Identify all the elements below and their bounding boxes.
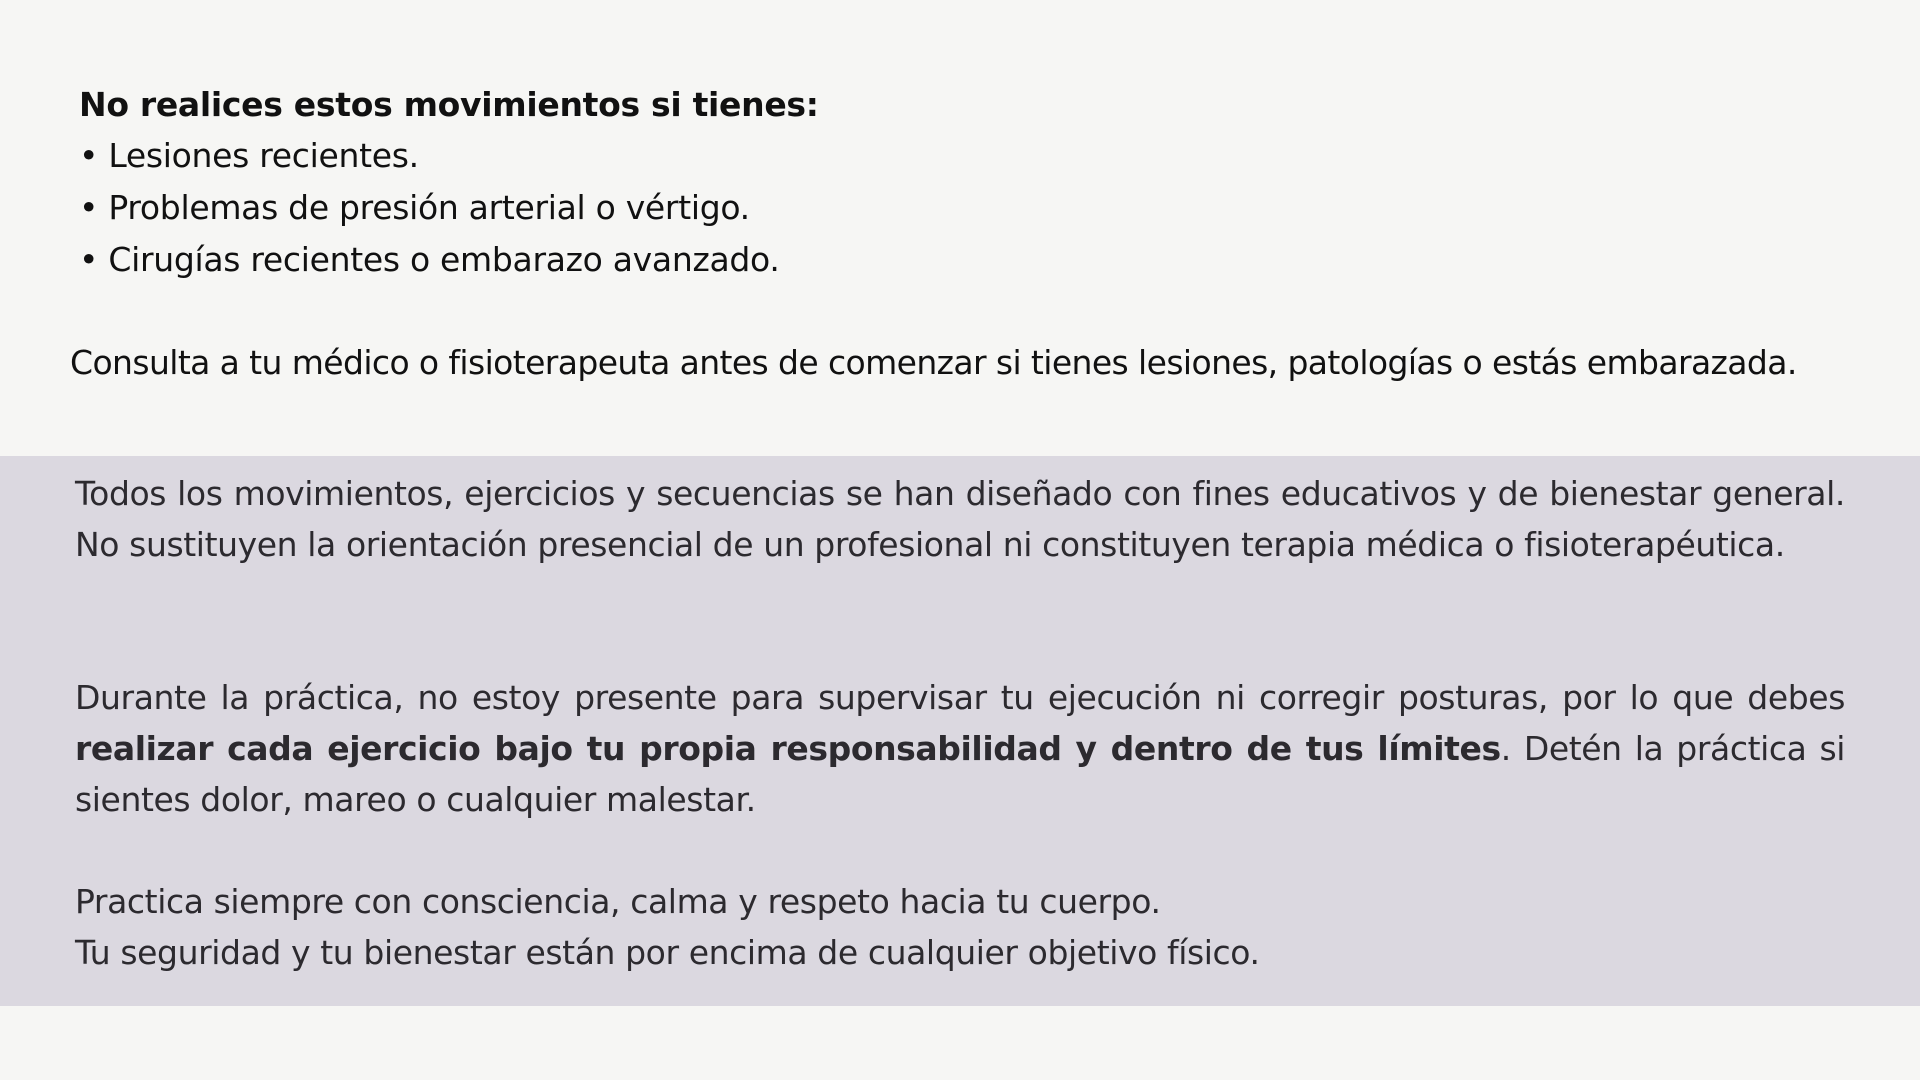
warning-list (79, 130, 780, 286)
consult-notice: Consulta a tu médico o fisioterapeuta antes de comenzar si tienes lesiones, patologías o estás embarazada. (70, 343, 1797, 382)
disclaimer-panel (0, 456, 1920, 1006)
warning-item: • Cirugías recientes o embarazo avanzado. (79, 240, 780, 279)
responsibility-text-end: . Detén la práctica si sientes dolor, mareo o cualquier malestar. (75, 729, 1846, 819)
closing-line: Tu seguridad y tu bienestar están por encima de cualquier objetivo físico. (75, 933, 1260, 972)
warning-item: • Problemas de presión arterial o vértigo. (79, 188, 750, 227)
warning-item: • Lesiones recientes. (79, 136, 419, 175)
warning-section (0, 0, 1920, 456)
closing-line: Practica siempre con consciencia, calma y respeto hacia tu cuerpo. (75, 882, 1161, 921)
responsibility-text-start: Durante la práctica, no estoy presente para supervisar tu ejecución ni corregir posturas, por lo que debes (75, 678, 1845, 717)
disclaimer-paragraph-educational: Todos los movimientos, ejercicios y secuencias se han diseñado con fines educativos y de bienestar general. No sustituyen la orientación presencial de un profesional ni constituyen terapia médica o fisioterapéutica. (75, 474, 1845, 564)
responsibility-emphasis: realizar cada ejercicio bajo tu propia responsabilidad y dentro de tus límites (75, 729, 1501, 768)
disclaimer-closing (75, 876, 1845, 978)
disclaimer-paragraph-responsibility (75, 672, 1845, 825)
warning-heading: No realices estos movimientos si tienes: (79, 85, 819, 124)
